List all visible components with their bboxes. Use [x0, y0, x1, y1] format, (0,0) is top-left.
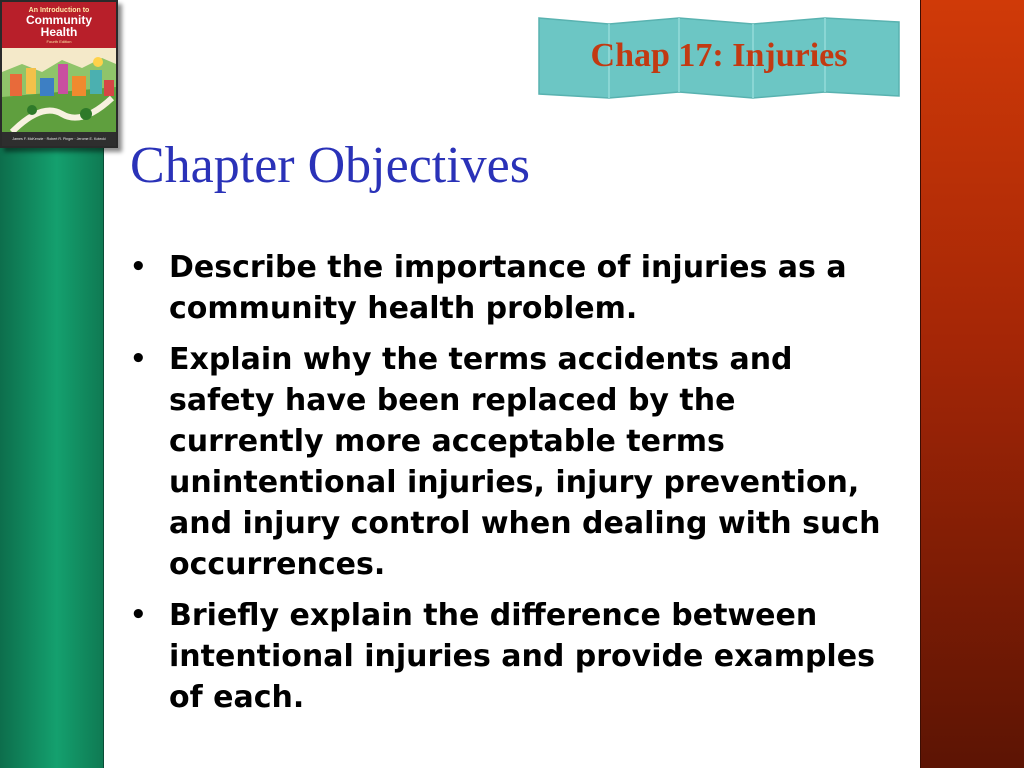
- bullet-text: Explain why the terms accidents and safety have been replaced by the currently more acceptable terms unintentional injuries, injury prevention, and injury control when dealing with such occurrences.: [169, 342, 881, 582]
- chapter-banner: [537, 16, 901, 100]
- banner-label: Chap 17: Injuries: [590, 37, 848, 74]
- bullet-icon: •: [130, 344, 147, 374]
- right-red-bar: [920, 0, 1024, 768]
- book-cover-title-block: [2, 2, 116, 48]
- list-item: [130, 339, 900, 585]
- book-cover-line2: Community: [26, 13, 92, 27]
- list-item: [130, 595, 900, 718]
- bullet-text: Briefly explain the difference between intentional injuries and provide examples of each.: [169, 598, 875, 715]
- book-cover-line3: Health: [40, 25, 78, 39]
- book-cover-image: [0, 0, 118, 148]
- bullet-icon: •: [130, 252, 147, 282]
- book-cover-edition: Fourth Edition: [46, 39, 72, 44]
- bullet-icon: •: [130, 600, 147, 630]
- objectives-list: [130, 247, 900, 728]
- slide-title: Chapter Objectives: [130, 137, 530, 194]
- list-item: [130, 247, 900, 329]
- bullet-text: Describe the importance of injuries as a community health problem.: [169, 250, 847, 326]
- book-cover-line1: An Introduction to: [28, 7, 90, 14]
- book-cover-authors: James F. McKenzie · Robert R. Pinger · Jerome E. Kotecki: [2, 132, 116, 146]
